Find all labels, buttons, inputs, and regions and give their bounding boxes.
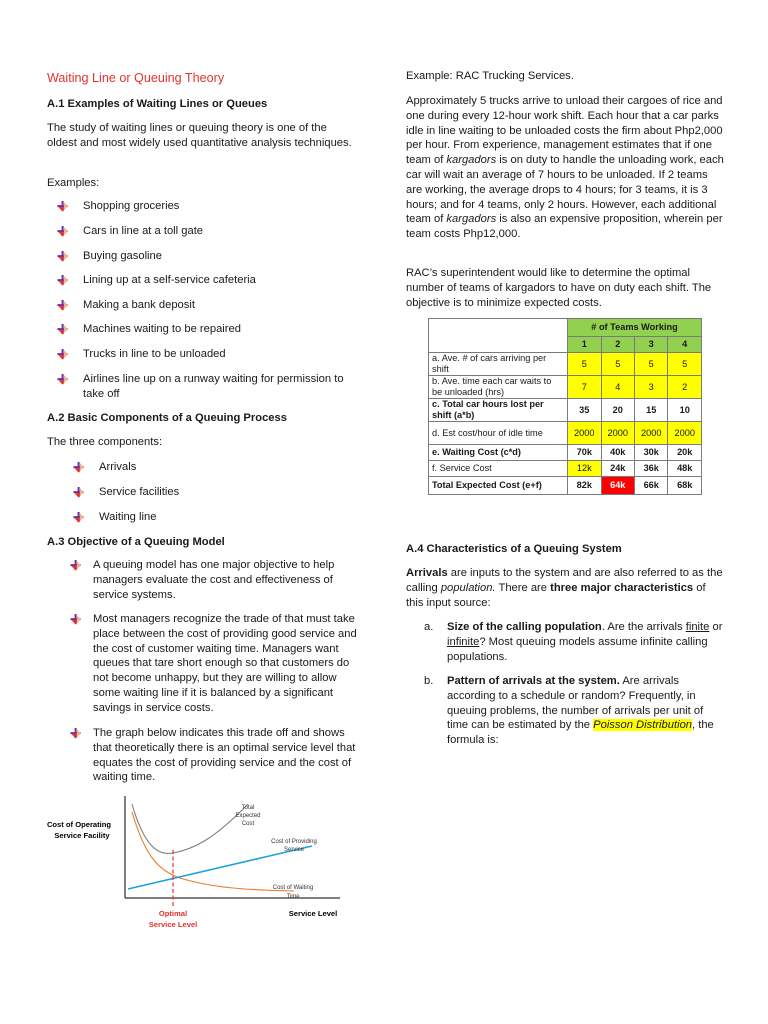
arrow-bullet-icon <box>57 275 68 286</box>
table-row: d. Est cost/hour of idle time 2000 2000 2000 2000 <box>429 422 702 445</box>
example-paragraph: Approximately 5 trucks arrive to unload their cargoes of rice and one during every 12-hour work shift. Each hour that a car parks idle in line waiting to be unloaded costs the firm about Php2,000 per hour. From experience, management estimates that if one team of kargadors is on duty to handle the unloading work, each car will wait an average of 7 hours to be unloaded. If 2 teams are working, the average drops to 4 hours; for 3 teams, it is 3 hours; and for 4 teams, only 2 hours. However, each additional team of kargadors is also an expensive proposition, wherein per team costs Php12,000. <box>406 95 724 241</box>
arrow-bullet-icon <box>57 201 68 212</box>
table-row: 1 2 3 4 <box>429 337 702 353</box>
waiting-cost-label-line2: Time <box>286 894 300 900</box>
table-row <box>429 319 702 337</box>
arrow-bullet-icon <box>57 349 68 360</box>
section-a1-paragraph: The study of waiting lines or queuing theory is one of the oldest and most widely used quantitative analysis techniques. <box>47 122 352 149</box>
providing-cost-label-line2: Service <box>283 847 305 853</box>
section-a2-intro: The three components: <box>47 436 163 448</box>
row-label: c. Total car hours lost per shift (a*b) <box>429 399 568 422</box>
tradeoff-graph <box>40 790 360 940</box>
table-row: e. Waiting Cost (c*d) 70k 40k 30k 20k <box>429 445 702 461</box>
objective-paragraph: RAC’s superintendent would like to determine the optimal number of teams of kargadors to have on duty each shift. The objective is to minimize expected costs. <box>406 267 712 309</box>
x-axis-label: Service Level <box>288 909 338 918</box>
arrow-bullet-icon <box>70 614 81 625</box>
total-expected-cost-curve <box>132 804 248 853</box>
optimal-label-line2: Service Level <box>148 920 198 929</box>
table-row: f. Service Cost 12k 24k 36k 48k <box>429 461 702 477</box>
arrow-bullet-icon <box>57 374 68 385</box>
table-row: a. Ave. # of cars arriving per shift 5 5 5 5 <box>429 353 702 376</box>
poisson-highlight: Poisson Distribution <box>593 719 693 732</box>
arrivals-paragraph: Arrivals are inputs to the system and are also referred to as the calling population. There are three major characteristics of this input source: <box>406 567 723 609</box>
y-axis-label-line1: Cost of Operating <box>46 820 112 829</box>
table-row: Total Expected Cost (e+f) 82k 64k 66k 68k <box>429 477 702 495</box>
examples-label: Examples: <box>47 177 100 189</box>
section-a4-heading: A.4 Characteristics of a Queuing System <box>406 543 622 555</box>
section-a1-heading: A.1 Examples of Waiting Lines or Queues <box>47 98 268 110</box>
table-row: b. Ave. time each car waits to be unloaded (hrs) 7 4 3 2 <box>429 376 702 399</box>
total-cost-label-line2: Expected <box>235 813 261 819</box>
total-cost-label-line3: Cost <box>241 821 255 827</box>
example-title: Example: RAC Trucking Services. <box>406 70 574 82</box>
arrow-bullet-icon <box>57 226 68 237</box>
optimal-label-line1: Optimal <box>158 909 188 918</box>
waiting-cost-label-line1: Cost of Waiting <box>272 885 314 891</box>
row-label: e. Waiting Cost (c*d) <box>429 445 568 461</box>
row-label: f. Service Cost <box>429 461 568 477</box>
waiting-cost-curve <box>132 812 294 891</box>
table-row: c. Total car hours lost per shift (a*b) 35 20 15 10 <box>429 399 702 422</box>
y-axis-label-line2: Service Facility <box>54 831 110 840</box>
arrow-bullet-icon <box>57 251 68 262</box>
minimum-cost-cell: 64k <box>601 477 634 495</box>
row-label: a. Ave. # of cars arriving per shift <box>429 353 568 376</box>
arrow-bullet-icon <box>73 487 84 498</box>
item-a-marker: a. <box>424 621 434 633</box>
arrow-bullet-icon <box>57 300 68 311</box>
cost-table <box>428 318 702 495</box>
arrow-bullet-icon <box>57 324 68 335</box>
arrow-bullet-icon <box>70 728 81 739</box>
total-cost-label-line1: Total <box>241 805 255 811</box>
item-a-text: Size of the calling population. Are the arrivals finite or infinite? Most queuing models assume infinite calling populations. <box>447 621 723 663</box>
arrow-bullet-icon <box>73 462 84 473</box>
arrow-bullet-icon <box>70 560 81 571</box>
row-label: Total Expected Cost (e+f) <box>429 477 568 495</box>
row-label: b. Ave. time each car waits to be unloaded (hrs) <box>429 376 568 399</box>
row-label: d. Est cost/hour of idle time <box>429 422 568 445</box>
item-b-marker: b. <box>424 675 434 687</box>
providing-cost-label-line1: Cost of Providing <box>271 839 317 845</box>
item-b-text: Pattern of arrivals at the system. Are arrivals according to a schedule or random? Frequently, in queuing problems, the number of arrivals per unit of time can be estimated by the Poisson Distribution, the formula is: <box>447 675 714 747</box>
table-header-teams: # of Teams Working <box>568 319 702 337</box>
section-a3-heading: A.3 Objective of a Queuing Model <box>47 536 225 548</box>
arrow-bullet-icon <box>73 512 84 523</box>
section-a2-heading: A.2 Basic Components of a Queuing Process <box>47 412 287 424</box>
page-title: Waiting Line or Queuing Theory <box>47 71 225 85</box>
